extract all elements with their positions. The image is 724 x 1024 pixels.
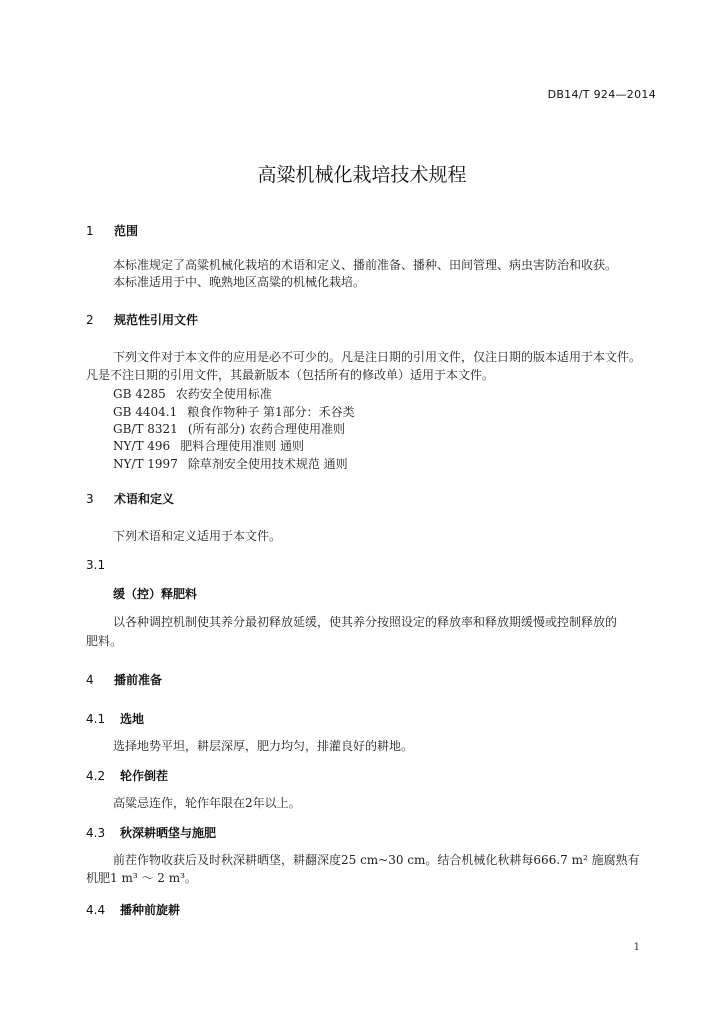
subsection-number: 4.3	[86, 826, 106, 840]
reference-item	[113, 437, 304, 454]
reference-name: 肥料合理使用准则 通则	[180, 439, 305, 453]
standard-code: DB14/T 924—2014	[547, 88, 656, 101]
reference-item	[113, 420, 345, 437]
reference-name: 农药安全使用标准	[175, 387, 272, 401]
section-4-heading	[86, 671, 162, 688]
page-number: 1	[633, 942, 640, 953]
section-title: 范围	[114, 224, 139, 238]
reference-item	[113, 385, 272, 402]
section-2-paragraph-line-2: 凡是不注日期的引用文件，其最新版本（包括所有的修改单）适用于本文件。	[86, 368, 495, 382]
subsection-4-3-paragraph-line-1: 前茬作物收获后及时秋深耕晒垡，耕翻深度25 cm~30 cm。结合机械化秋耕每666.7 m² 施腐熟有	[113, 853, 640, 867]
reference-code: GB 4285	[113, 387, 166, 401]
reference-code: GB 4404.1	[113, 405, 178, 419]
section-2-heading	[86, 311, 198, 328]
subsection-number: 4.2	[86, 769, 106, 783]
subsection-4-1-paragraph: 选择地势平坦，耕层深厚，肥力均匀，排灌良好的耕地。	[113, 739, 414, 753]
subsection-title: 轮作倒茬	[120, 769, 169, 783]
subsection-title: 选地	[120, 712, 145, 726]
reference-item	[113, 403, 355, 420]
subsection-4-3-heading	[86, 824, 216, 841]
reference-name: 除草剂安全使用技术规范 通则	[187, 457, 348, 471]
section-title: 播前准备	[114, 673, 163, 687]
reference-item	[113, 455, 348, 472]
subsection-number: 4.4	[86, 903, 106, 917]
subsection-4-1-heading	[86, 710, 144, 727]
page-title: 高粱机械化栽培技术规程	[257, 164, 467, 186]
section-1-heading	[86, 222, 138, 239]
term-definition-line-1: 以各种调控机制使其养分最初释放延缓，使其养分按照设定的释放率和释放期缓慢或控制释放的	[113, 615, 618, 629]
subsection-title: 播种前旋耕	[120, 903, 181, 917]
section-number: 2	[86, 313, 94, 327]
reference-code: NY/T 496	[113, 439, 171, 453]
section-number: 1	[86, 224, 94, 238]
reference-name: 粮食作物种子 第1部分：禾谷类	[187, 405, 355, 419]
section-number: 4	[86, 673, 94, 687]
section-number: 3	[86, 492, 94, 506]
section-title: 术语和定义	[114, 492, 175, 506]
section-3-heading	[86, 490, 174, 507]
reference-code: NY/T 1997	[113, 457, 178, 471]
subsection-4-2-heading	[86, 767, 168, 784]
subsection-number: 3.1	[86, 558, 106, 572]
reference-code: GB/T 8321	[113, 422, 178, 436]
section-3-paragraph: 下列术语和定义适用于本文件。	[113, 529, 282, 543]
section-title: 规范性引用文件	[114, 313, 199, 327]
reference-name: (所有部分) 农药合理使用准则	[187, 422, 345, 436]
section-1-paragraph-1: 本标准规定了高粱机械化栽培的术语和定义、播前准备、播种、田间管理、病虫害防治和收获。	[113, 258, 618, 272]
term-heading: 缓（控）释肥料	[113, 587, 198, 601]
subsection-4-2-paragraph: 高粱忌连作，轮作年限在2年以上。	[113, 796, 301, 810]
subsection-4-3-paragraph-line-2: 机肥1 m³ ～ 2 m³。	[86, 871, 197, 885]
subsection-4-4-heading	[86, 901, 180, 918]
subsection-number: 4.1	[86, 712, 106, 726]
term-definition-line-2: 肥料。	[86, 634, 123, 648]
section-1-paragraph-2: 本标准适用于中、晚熟地区高粱的机械化栽培。	[113, 275, 366, 289]
subsection-title: 秋深耕晒垡与施肥	[120, 826, 217, 840]
section-2-paragraph-line-1: 下列文件对于本文件的应用是必不可少的。凡是注日期的引用文件，仅注日期的版本适用于本文件。	[113, 350, 642, 364]
